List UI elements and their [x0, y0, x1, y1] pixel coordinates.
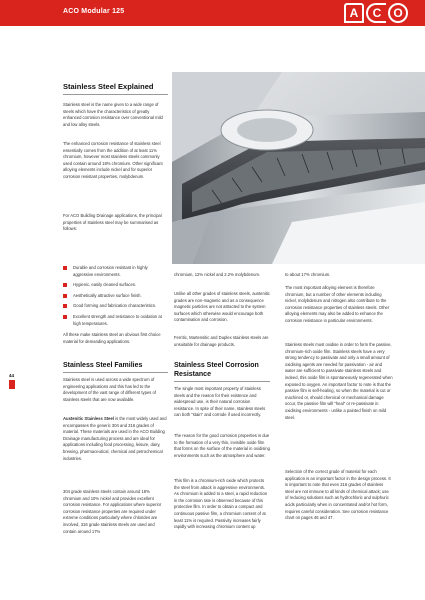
- logo-letter-o: O: [388, 3, 408, 23]
- logo-letter-a: A: [344, 3, 364, 23]
- list-item: Good forming and fabrication characteristics.: [63, 303, 167, 310]
- bullet-square-icon: [63, 304, 67, 308]
- page-marker: [9, 380, 15, 389]
- families-paragraph-1: Stainless steel is used across a wide spectrum of engineering applications and this has led to the development of the vast range of different types of stainless steels that are now available.: [63, 377, 157, 402]
- title-rule: [63, 94, 168, 95]
- col2-paragraph-2: Unlike all other grades of stainless steels, austenitic grades are non-magnetic and as a consequence magnetic particles are not attracted to the system surfaces which otherwise would encourage both contamination and corrosion.: [174, 291, 270, 323]
- families-paragraph-3: 304 grade stainless steels contain around 18% chromium and 10% nickel and provides excellent corrosion resistance. For applications where superior corrosion resistance properties are required under extreme conditions particularly where chlorides are involved, 316 grade stainless steels are used and contain around 17%: [63, 489, 162, 534]
- austenitic-label: Austenitic Stainless Steel: [63, 416, 114, 421]
- intro-paragraph-2: The enhanced corrosion resistance of stainless steel essentially comes from the addition of at least 11% chromium, however most stainless steels commonly used contain around 18% chromium. Other significant alloying elements include nickel and for superior corrosion resistant properties, molybdenum.: [63, 141, 163, 179]
- list-item: Excellent strength and resistance to oxidation at high temperatures.: [63, 314, 167, 327]
- corrosion-paragraph-2: The reason for the good corrosion properties is due to the formation of a very thin, invisible oxide film that forms on the surface of the material in oxidising environments such as the atmosphere and water.: [174, 433, 270, 458]
- list-item: Durable and corrosion resistant in highly aggressive environments.: [63, 265, 167, 278]
- col3-paragraph-3: Stainless steels must oxidise in order to form the passive, chromium-rich oxide film. Stainless steels have a very strong tendency to passivate and only a small amount of oxidising agents are needed for passivation - air and water are sufficient to passivate stainless steels and indeed, this oxide film is spontaneously regenerated when exposed to oxygen. An important factor to note is that the passive film is self-healing, so when the material is cut or machined or, should chemical or mechanical damage occur, the passive film will "heal" or re-passivate in oxidising environments - unlike a painted finish on mild steel.: [285, 342, 393, 420]
- intro-paragraph-1: Stainless steel is the name given to a wide range of steels which have the characteristics of greatly enhanced corrosion resistance over conventional mild and low alloy steels.: [63, 102, 163, 127]
- corrosion-heading: Stainless Steel Corrosion Resistance: [174, 362, 259, 378]
- families-heading: Stainless Steel Families: [63, 362, 143, 369]
- col3-paragraph-1: to about 17% chromium.: [285, 272, 331, 277]
- logo-letter-c: C: [366, 3, 386, 23]
- properties-list: [63, 265, 167, 331]
- list-item: Hygienic, easily cleaned surfaces.: [63, 282, 167, 289]
- header-title: ACO Modular 125: [63, 8, 125, 15]
- col3-paragraph-4: Selection of the correct grade of material for each application is an important factor in the design process. It is important to note that even 316 grades of stainless steel are not immune to all kinds of chemical attack; use of reducing solutions such as hydrochloric and sulphuric acids particularly when in concentrated and/or hot form, requires careful consideration. See corrosion resistance chart on pages 46 and 47.: [285, 469, 391, 521]
- corrosion-rule: [174, 381, 270, 382]
- aco-logo: [344, 3, 408, 23]
- intro-paragraph-3: For ACO Building Drainage applications, the principal properties of stainless steel may be summarised as follows:: [63, 213, 162, 232]
- bullet-square-icon: [63, 283, 67, 287]
- col2-paragraph-3: Ferritic, Martensitic and Duplex stainless steels are unsuitable for drainage products.: [174, 335, 269, 347]
- corrosion-paragraph-3: This film is a chromium-rich oxide which protects the steel from attack in aggressive environments. As chromium is added to a steel, a rapid reduction in the corrosion rate is observed because of this protective film. In order to obtain a compact and continuous passive film, a chromium content of at least 11% is required. Passivity increases fairly rapidly with increasing chromium content up: [174, 478, 268, 530]
- col3-paragraph-2: The most important alloying element is therefore chromium, but a number of other elements including nickel, molybdenum and nitrogen also contribute to the corrosion resistance properties of stainless steels. Other alloying elements may also be added to enhance the corrosion resistance in particular environments.: [285, 285, 390, 323]
- page-title: Stainless Steel Explained: [63, 82, 154, 91]
- page-number: 44: [9, 373, 15, 378]
- bullet-square-icon: [63, 294, 67, 298]
- corrosion-paragraph-1: The single most important property of stainless steels and the reason for their existence and widespread use, is their natural corrosion resistance. In spite of their name, stainless steels can both "stain" and corrode if used incorrectly.: [174, 386, 266, 418]
- intro-paragraph-4: All these make stainless steel an obvious first choice material for demanding applications.: [63, 332, 161, 344]
- col2-paragraph-1: chromium, 12% nickel and 2.2% molybdenum.: [174, 272, 261, 277]
- bullet-square-icon: [63, 266, 67, 270]
- drainage-channel-photo: [172, 72, 425, 264]
- list-item: Aesthetically attractive surface finish.: [63, 293, 167, 300]
- families-paragraph-2: Austenitic Stainless Steel is the most widely used and encompasses the generic 304 and 316 grades of material. These materials are used in the ACO Building Drainage manufacturing process and are ideal for applications including food processing, leisure, dairy, brewing, pharmaceutical, chemical and petrochemical industries.: [63, 416, 167, 461]
- bullet-square-icon: [63, 315, 67, 319]
- families-rule: [63, 372, 168, 373]
